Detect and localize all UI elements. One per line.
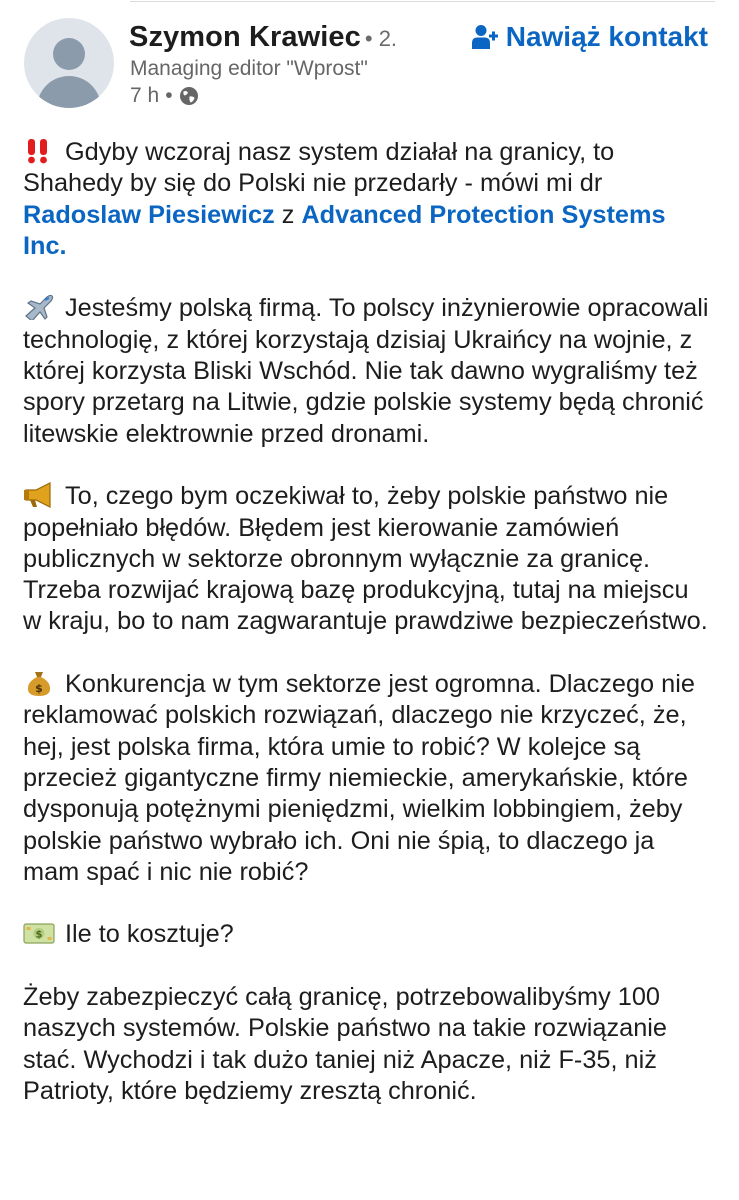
post-paragraph: Żeby zabezpieczyć całą granicę, potrzebowalibyśmy 100 naszych systemów. Polskie państwo na takie rozwiązanie stać. Wychodzi i tak dużo taniej niż Apacze, niż F-35, niż Patrioty, które będziemy zresztą chronić.	[23, 983, 667, 1105]
person-avatar-icon[interactable]	[24, 18, 114, 108]
post-meta	[130, 82, 199, 110]
double-exclamation-icon	[23, 138, 55, 164]
meta-separator: •	[165, 84, 173, 107]
connect-label: Nawiąż kontakt	[505, 21, 708, 52]
svg-text:$: $	[35, 682, 43, 696]
airplane-icon	[23, 294, 55, 320]
svg-text:$: $	[35, 929, 43, 941]
post-paragraph: To, czego bym oczekiwał to, żeby polskie państwo nie popełniało błędów. Błędem jest kierowanie zamówień publicznych w sektorze obronnym wyłącznie za granicę. Trzeba rozwijać krajową bazę produkcyjną, tutaj na miejscu w kraju, bo to nam zagwarantuje prawdziwe bezpieczeństwo.	[23, 482, 708, 636]
post-paragraph: $ Konkurencja w tym sektorze jest ogromna. Dlaczego nie reklamować polskich rozwiązań, dlaczego nie krzyczeć, że, hej, jest polska firma, która umie to robić? W kolejce są przecież gigantyczne firmy niemieckie, amerykańskie, które dysponują potężnymi pieniędzmi, wielkim lobbingiem, żeby polskie państwo wybrało ich. Oni nie śpią, to dlaczego ja mam spać i nic nie robić?	[23, 670, 695, 886]
post-paragraph: Gdyby wczoraj nasz system działał na granicy, to Shahedy by się do Polski nie przedarły - mówi mi dr Radoslaw Piesiewicz z Advanced Protection Systems Inc.	[23, 138, 666, 260]
connect-button[interactable]	[472, 19, 708, 55]
connection-degree: • 2.	[364, 26, 398, 51]
post-time: 7 h	[130, 84, 160, 107]
globe-icon	[179, 86, 199, 106]
post-paragraph: $ Ile to kosztuje?	[23, 919, 713, 950]
post-body	[23, 137, 713, 1139]
megaphone-icon	[23, 482, 55, 508]
author-headline: Managing editor "Wprost"	[130, 57, 368, 80]
mention-person-link[interactable]: Radoslaw Piesiewicz	[23, 200, 275, 229]
mention-company-link[interactable]: Advanced Protection Systems Inc.	[23, 200, 666, 260]
post-paragraph: Jesteśmy polską firmą. To polscy inżynierowie opracowali technologię, z której korzystają dzisiaj Ukraińcy na wojnie, z której korzysta Bliski Wschód. Nie tak dawno wygraliśmy też spory przetarg na Litwie, gdzie polskie systemy będą chronić litewskie elektrownie przed dronami.	[23, 294, 709, 448]
add-person-icon	[472, 24, 498, 50]
dollar-banknote-icon	[23, 920, 55, 946]
author-name-row	[129, 19, 397, 57]
money-bag-icon	[23, 670, 55, 696]
author-name[interactable]: Szymon Krawiec	[129, 21, 361, 53]
post-header	[0, 0, 739, 115]
